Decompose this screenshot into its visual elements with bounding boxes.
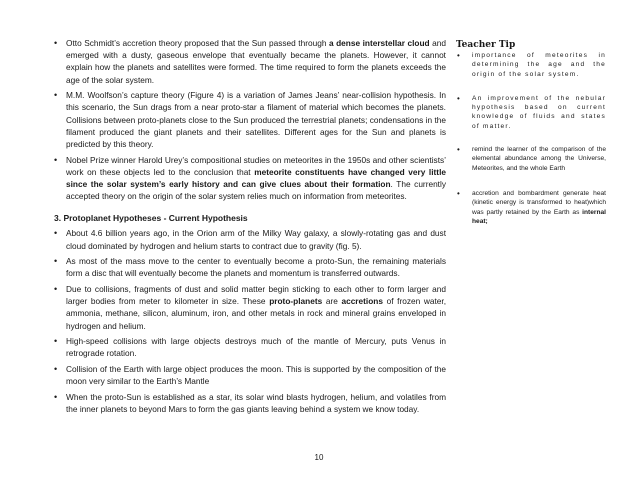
bullet-woolfson: • M.M. Woolfson’s capture theory (Figure 4) is a variation of James Jeans’ near-collision hypothesis. In this scenario, the Sun drags from a near proto-star a filament of material which becomes the planets. Collisions between proto-planets close to the Sun produced the terrestrial planets; condensations in the filament produced the giant planets and their satellites. Different ages for the Sun and planets is predicted by this theory. bbox=[54, 89, 446, 150]
teacher-tip-item: • importance of meteorites in determining the age and the origin of the solar system. bbox=[456, 51, 606, 79]
teacher-tip-item: • accretion and bombardment generate heat (kinetic energy is transformed to heat)which was partly retained by the Earth as internal heat; bbox=[456, 189, 606, 226]
teacher-tip-item: • remind the learner of the comparison of the elemental abundance among the Universe, Meteorites, and the whole Earth bbox=[456, 145, 606, 173]
bullet-schmidt: • Otto Schmidt’s accretion theory proposed that the Sun passed through a dense interstellar cloud and emerged with a dusty, gaseous envelope that eventually became the planets. However, it cannot explain how the planets and satellites were formed. The time required to form the planets exceeds the age of the solar system. bbox=[54, 37, 446, 86]
teacher-tip-title: Teacher Tip bbox=[456, 40, 516, 50]
bullet-mercury-venus: • High-speed collisions with large objects destroys much of the mantle of Mercury, puts Venus in retrograde rotation. bbox=[54, 335, 446, 359]
bullet-cloud-contract: • About 4.6 billion years ago, in the Orion arm of the Milky Way galaxy, a slowly-rotating gas and dust cloud dominated by hydrogen and helium starts to contract due to gravity (fig. 5). bbox=[54, 227, 446, 251]
bullet-collisions: • Due to collisions, fragments of dust and solid matter begin sticking to each other to form larger and larger bodies from meter to kilometer in size. These proto-planets are accretions of frozen water, ammonia, methane, silicon, aluminum, iron, and other metals in rock and mineral grains enveloped in hydrogen and helium. bbox=[54, 283, 446, 332]
main-content bbox=[54, 37, 446, 419]
bullet-proto-sun: • As most of the mass move to the center to eventually become a proto-Sun, the remaining materials form a disc that will eventually become the planets and momentum is transferred outwards. bbox=[54, 255, 446, 279]
page-number: 10 bbox=[314, 453, 324, 462]
teacher-tip-sidebar bbox=[456, 40, 606, 226]
bullet-urey: • Nobel Prize winner Harold Urey’s compositional studies on meteorites in the 1950s and other scientists’ work on these objects led to the conclusion that meteorite constituents have changed very little since the solar system’s early history and can give clues about their formation. The currently accepted theory on the origin of the solar system relies much on information from meteorites. bbox=[54, 154, 446, 203]
bullet-moon: • Collision of the Earth with large object produces the moon. This is supported by the composition of the moon very similar to the Earth’s Mantle bbox=[54, 363, 446, 387]
bullet-solar-wind: • When the proto-Sun is established as a star, its solar wind blasts hydrogen, helium, and volatiles from the inner planets to beyond Mars to form the gas giants leaving behind a system we know today. bbox=[54, 391, 446, 415]
section-heading: 3. Protoplanet Hypotheses - Current Hypothesis bbox=[54, 213, 248, 224]
teacher-tip-item: • An improvement of the nebular hypothesis based on current knowledge of fluids and states of matter. bbox=[456, 94, 606, 131]
